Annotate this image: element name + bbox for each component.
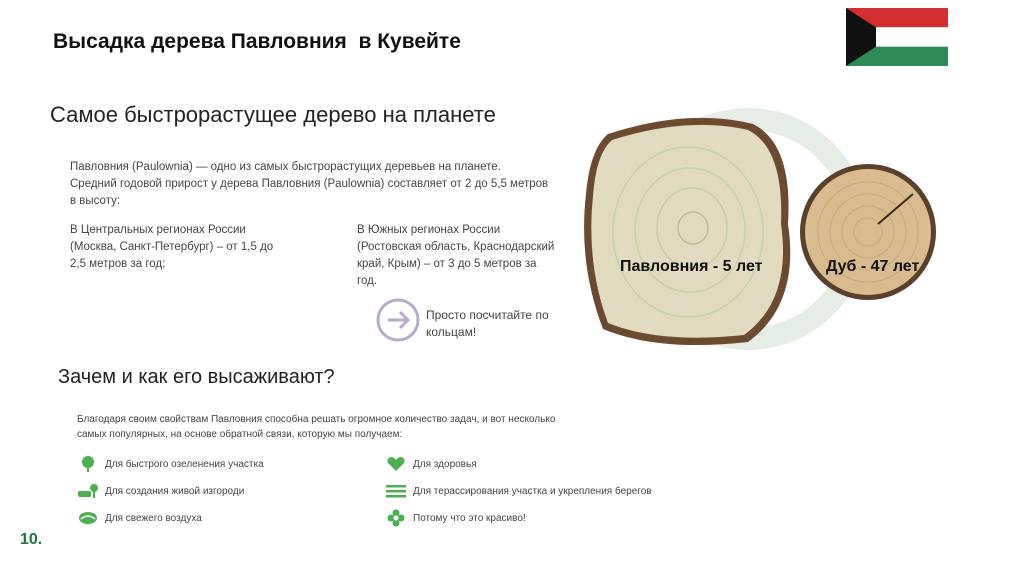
air-icon — [77, 509, 99, 527]
health-icon — [385, 455, 407, 473]
southern-regions-text: В Южных регионах России (Ростовская область, Краснодарский край, Крым) – от 3 до 5 метров за год. — [357, 224, 555, 287]
benefit-label: Потому что это красиво! — [413, 512, 526, 524]
terrace-icon — [385, 482, 407, 500]
benefit-label: Для быстрого озеленения участка — [105, 458, 264, 470]
benefit-item — [77, 509, 202, 527]
section-subtitle: Самое быстрорастущее дерево на планете — [50, 102, 496, 127]
section-heading: Зачем и как его высаживают? — [58, 366, 335, 388]
benefit-item — [385, 482, 652, 500]
page-number: 10. — [20, 531, 43, 548]
central-regions-text: В Центральных регионах России (Москва, Санкт-Петербург) – от 1,5 до 2,5 метров за год; — [70, 224, 274, 270]
hedge-icon — [77, 482, 99, 500]
tree-rings-image — [578, 104, 938, 354]
benefit-item — [77, 455, 264, 473]
benefit-label: Для здоровья — [413, 458, 477, 470]
count-rings-tip: Просто посчитайте по кольцам! — [426, 308, 549, 339]
oak-age-label: Дуб - 47 лет — [826, 258, 920, 275]
arrow-right-icon — [376, 298, 420, 342]
flower-icon — [385, 509, 407, 527]
kuwait-flag — [846, 8, 948, 66]
paulownia-age-label: Павловния - 5 лет — [620, 258, 763, 275]
benefit-label: Для свежего воздуха — [105, 512, 202, 524]
benefits-intro-text: Благодаря своим свойствам Павловния способна решать огромное количество задач, и вот несколько самых популярных, на основе обратной связи, которую мы получаем: — [77, 414, 556, 440]
benefit-label: Для создания живой изгороди — [105, 485, 245, 497]
benefit-label: Для терассирования участка и укрепления берегов — [413, 485, 652, 497]
benefit-item — [385, 455, 477, 473]
intro-text: Павловния (Paulownia) — одно из самых быстрорастущих деревьев на планете. Средний годовой прирост у дерева Павловния (Paulownia) составляет от 2 до 5,5 метров в высоту: — [70, 161, 549, 207]
tree-icon — [77, 455, 99, 473]
benefit-item — [385, 509, 526, 527]
benefit-item — [77, 482, 244, 500]
page-title: Высадка дерева Павловния в Кувейте — [53, 30, 461, 53]
